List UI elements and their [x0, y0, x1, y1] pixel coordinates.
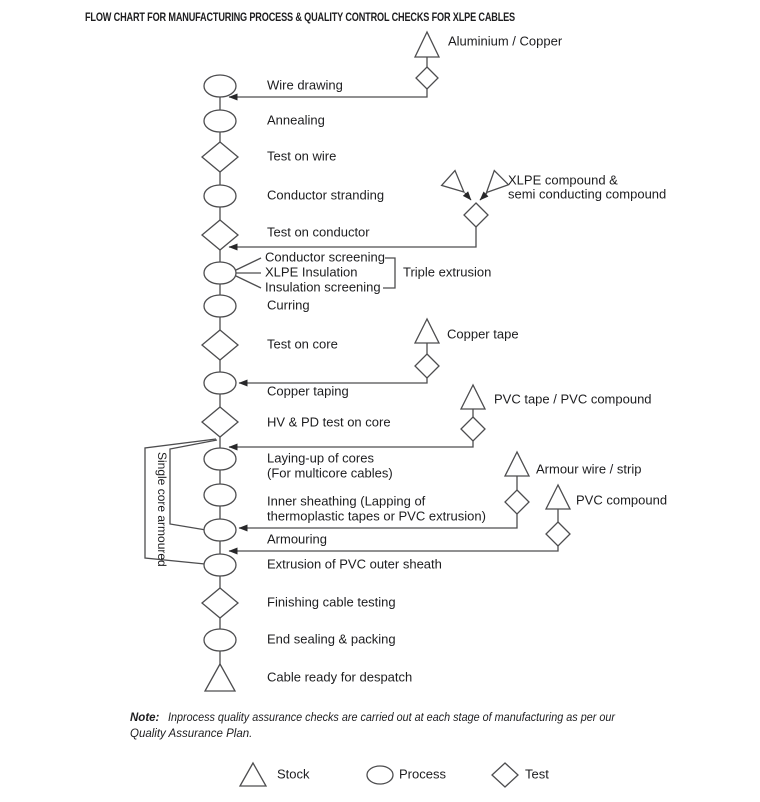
input-pvc-compound-feed-arrow	[229, 546, 558, 551]
stock-semiconducting-triangle	[479, 171, 508, 200]
main-chain-shapes	[202, 75, 238, 691]
label-armour-wire: Armour wire / strip	[536, 461, 642, 477]
legend-process-ellipse-icon	[367, 766, 393, 784]
fan-line-3	[236, 276, 261, 288]
legend-test-diamond-icon	[492, 763, 518, 787]
fan-line-1	[236, 258, 261, 270]
label-test-on-conductor: Test on conductor	[267, 224, 370, 240]
stock-pvc-compound-triangle	[546, 485, 570, 509]
test-xlpe-diamond	[464, 203, 488, 227]
label-armouring: Armouring	[267, 531, 327, 547]
process-armouring	[204, 519, 236, 541]
step-labels	[265, 77, 491, 684]
label-xlpe-compound-2: semi conducting compound	[508, 186, 667, 202]
label-xlpe-insulation: XLPE Insulation	[265, 264, 358, 280]
test-copper-tape-diamond	[415, 354, 439, 378]
label-test-on-wire: Test on wire	[267, 148, 337, 164]
page-title: FLOW CHART FOR MANUFACTURING PROCESS & QUALITY CONTROL CHECKS FOR XLPE CABLES	[85, 12, 516, 24]
test-on-conductor-diamond	[202, 220, 238, 250]
label-finishing-test: Finishing cable testing	[267, 594, 396, 610]
process-pvc-outer-sheath	[204, 554, 236, 576]
note-prefix: Note:	[130, 712, 160, 724]
note-line-1: Inprocess quality assurance checks are carried out at each stage of manufacturing as per our	[168, 712, 617, 724]
label-annealing: Annealing	[267, 112, 325, 128]
label-copper-tape: Copper tape	[447, 326, 519, 342]
test-pvc-tape-diamond	[461, 417, 485, 441]
legend-test-label: Test	[525, 766, 549, 782]
label-inner-sheathing-2: thermoplastic tapes or PVC extrusion)	[267, 508, 486, 524]
label-wire-drawing: Wire drawing	[267, 77, 343, 93]
label-pvc-compound: PVC compound	[576, 492, 668, 508]
label-end-sealing: End sealing & packing	[267, 631, 396, 647]
label-curring: Curring	[267, 297, 310, 313]
test-pvc-compound-diamond	[546, 522, 570, 546]
stock-copper-tape-triangle	[415, 319, 439, 343]
connectors	[145, 57, 558, 678]
input-pvc-tape-feed-arrow	[229, 441, 473, 447]
hv-pd-test-diamond	[202, 407, 238, 437]
note	[130, 712, 616, 740]
label-inner-sheathing-1: Inner sheathing (Lapping of	[267, 493, 426, 509]
label-triple-extrusion: Triple extrusion	[403, 264, 492, 280]
process-curring	[204, 295, 236, 317]
label-despatch: Cable ready for despatch	[267, 669, 413, 685]
legend-stock-triangle-icon	[240, 763, 266, 786]
label-single-core-armoured: Single core armoured	[155, 452, 169, 567]
label-laying-up-1: Laying-up of cores	[267, 450, 374, 466]
label-hv-pd-test: HV & PD test on core	[267, 414, 391, 430]
stock-armour-wire-triangle	[505, 452, 529, 476]
process-triple-extrusion	[204, 262, 236, 284]
legend	[240, 763, 549, 787]
process-wire-drawing	[204, 75, 236, 97]
finishing-test-diamond	[202, 588, 238, 618]
test-on-wire-diamond	[202, 142, 238, 172]
legend-stock-label: Stock	[277, 766, 310, 782]
stock-pvc-tape-triangle	[461, 385, 485, 409]
process-annealing	[204, 110, 236, 132]
process-end-sealing	[204, 629, 236, 651]
label-pvc-tape: PVC tape / PVC compound	[494, 391, 652, 407]
label-conductor-screening: Conductor screening	[265, 249, 385, 265]
label-pvc-outer-sheath: Extrusion of PVC outer sheath	[267, 556, 442, 572]
label-insulation-screening: Insulation screening	[265, 279, 381, 295]
input-copper-tape-feed-arrow	[239, 378, 427, 383]
label-test-on-core: Test on core	[267, 336, 338, 352]
test-aluminium-diamond	[416, 67, 438, 89]
process-conductor-stranding	[204, 185, 236, 207]
process-copper-taping	[204, 372, 236, 394]
process-inner-sheathing	[204, 484, 236, 506]
stock-despatch-triangle	[205, 664, 235, 691]
label-copper-taping: Copper taping	[267, 383, 349, 399]
label-aluminium-copper: Aluminium / Copper	[448, 33, 563, 49]
stock-aluminium-triangle	[415, 32, 439, 57]
process-laying-up	[204, 448, 236, 470]
test-on-core-diamond	[202, 330, 238, 360]
note-line-2: Quality Assurance Plan.	[130, 728, 253, 740]
label-xlpe-compound-1: XLPE compound &	[508, 172, 618, 188]
test-armour-wire-diamond	[505, 490, 529, 514]
label-laying-up-2: (For multicore cables)	[267, 465, 393, 481]
xlpe-left-arrow	[465, 193, 471, 200]
label-conductor-stranding: Conductor stranding	[267, 187, 385, 203]
xlpe-right-arrow	[480, 193, 487, 200]
legend-process-label: Process	[399, 766, 446, 782]
